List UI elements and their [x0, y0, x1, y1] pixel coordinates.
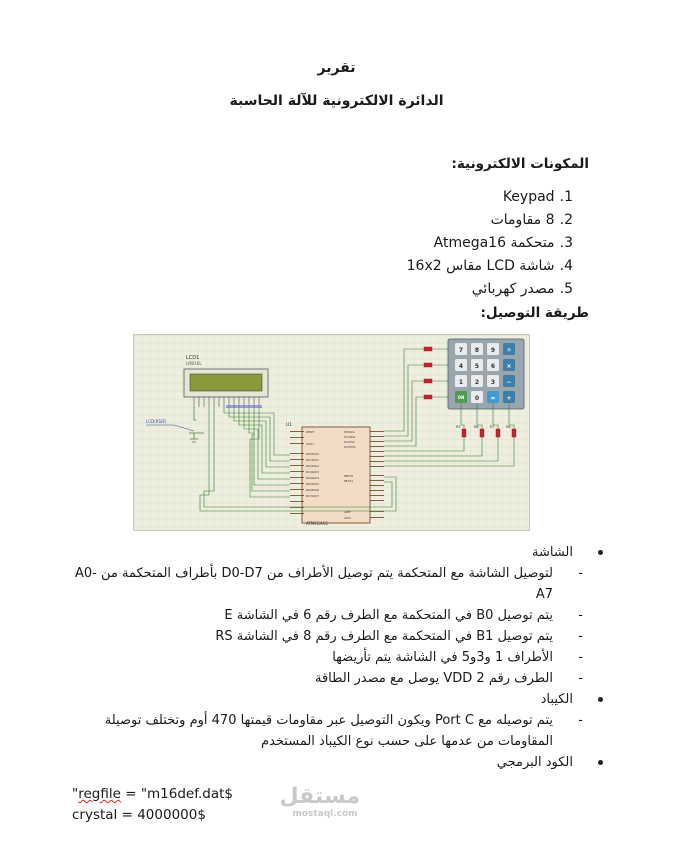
list-item — [407, 278, 573, 301]
svg-text:PA2/ADC2: PA2/ADC2 — [306, 465, 319, 468]
svg-text:PA0/ADC0: PA0/ADC0 — [306, 453, 319, 456]
list-number: 1. — [559, 189, 573, 205]
components-heading: المكونات الالكترونية: — [451, 156, 589, 172]
key-label: 4 — [458, 363, 464, 370]
list-item: - يتم توصيل B1 في المتحكمة مع الطرف رقم 8 في الشاشة RS — [215, 629, 583, 644]
svg-text:PC2/TCK: PC2/TCK — [344, 441, 355, 444]
key-label: 2 — [474, 379, 480, 386]
key-label: = — [490, 395, 496, 402]
lcd-label: LCD1 — [186, 355, 200, 361]
svg-text:PC0/SCL: PC0/SCL — [344, 431, 355, 434]
list-text: Keypad — [502, 189, 555, 205]
notes-section — [70, 542, 583, 773]
svg-text:PA6/ADC6: PA6/ADC6 — [306, 489, 319, 492]
svg-text:RESET: RESET — [306, 431, 315, 434]
key-label: 9 — [490, 347, 496, 354]
svg-text:PC3/TMS: PC3/TMS — [344, 446, 356, 449]
spellcheck-word: regfile — [78, 786, 121, 802]
key-label: × — [506, 363, 512, 370]
list-item: - يتم توصيله مع Port C ويكون التوصيل عبر مقاومات قيمتها 470 أوم وتختلف توصيلة المقاومات من عدمها على حسب نوع الكيباد المستخدم — [104, 713, 583, 749]
key-label: + — [506, 395, 512, 402]
wiring-heading: طريقة التوصيل: — [480, 305, 589, 321]
report-subtitle: الدائرة الالكترونية للآلة الحاسبة — [229, 93, 444, 109]
resistor-label: R7 — [490, 425, 495, 429]
bullet-keypad: الكيباد — [70, 689, 573, 710]
svg-text:PA3/ADC3: PA3/ADC3 — [306, 471, 319, 474]
svg-text:PB0/T0: PB0/T0 — [344, 475, 354, 478]
lcd-screen — [190, 374, 262, 391]
key-label: 3 — [490, 379, 496, 386]
list-item — [407, 232, 573, 255]
svg-text:PA7/ADC7: PA7/ADC7 — [306, 495, 319, 498]
keypad-component — [448, 339, 524, 409]
key-label: 5 — [474, 363, 480, 370]
code-block — [72, 784, 233, 826]
svg-text:PC1/SDA: PC1/SDA — [344, 436, 356, 439]
key-label: 8 — [474, 347, 480, 354]
key-label: 6 — [490, 363, 496, 370]
list-text: مصدر كهربائي — [471, 281, 555, 297]
list-item — [407, 255, 573, 278]
key-label: 0 — [474, 395, 480, 402]
svg-text:AREF: AREF — [344, 511, 351, 514]
list-item: - لتوصيل الشاشة مع المتحكمة يتم توصيل الأطراف من D0-D7 بأطراف المتحكمة من A0-A7 — [74, 566, 583, 602]
list-item: - الطرف رقم 2 VDD يوصل مع مصدر الطاقة — [315, 671, 583, 686]
list-number: 5. — [559, 281, 573, 297]
circuit-diagram — [133, 334, 530, 531]
svg-text:XTAL1: XTAL1 — [306, 443, 314, 446]
watermark-arabic: مستقل — [279, 784, 360, 809]
key-label: 7 — [458, 347, 464, 354]
code-line-2: crystal = 4000000$ — [72, 807, 206, 823]
watermark-english: mostaql.com — [292, 809, 358, 819]
list-number: 2. — [559, 212, 573, 228]
list-item: - يتم توصيل B0 في المتحكمة مع الطرف رقم 6 في الشاشة E — [224, 608, 583, 623]
bullet-screen: الشاشة — [70, 542, 573, 563]
key-label: ON — [457, 395, 465, 400]
watermark-logo — [279, 784, 360, 819]
list-item — [407, 209, 573, 232]
resistor-label: R8 — [506, 425, 511, 429]
code-line-1: "regfile = "m16def.dat$ — [72, 786, 234, 802]
key-label: − — [506, 379, 512, 386]
list-text: شاشة LCD مقاس 16x2 — [406, 258, 555, 274]
list-number: 3. — [559, 235, 573, 251]
bullet-code: الكود البرمجي — [70, 752, 573, 773]
components-list — [407, 186, 573, 301]
report-title: تقرير — [317, 60, 356, 76]
svg-text:PB1/T1: PB1/T1 — [344, 480, 354, 483]
circuit-svg — [134, 335, 529, 530]
list-item: - الأطراف 1 و3و5 في الشاشة يتم تأريضها — [332, 650, 583, 665]
resistor-label: R6 — [474, 425, 479, 429]
list-number: 4. — [559, 258, 573, 274]
svg-text:PA1/ADC1: PA1/ADC1 — [306, 459, 319, 462]
svg-text:AVCC: AVCC — [344, 517, 352, 520]
mcu-model: ATMEGA16 — [306, 521, 328, 526]
list-text: متحكمة Atmega16 — [433, 235, 555, 251]
lcd-model: LM016L — [186, 361, 202, 366]
svg-text:PA5/ADC5: PA5/ADC5 — [306, 483, 319, 486]
key-label: ÷ — [506, 347, 512, 354]
input-label: LCD(RS/E) — [146, 419, 167, 424]
mcu-label: U1 — [286, 423, 293, 428]
list-text: 8 مقاومات — [490, 212, 555, 228]
resistor-label: R5 — [456, 425, 461, 429]
key-label: 1 — [458, 379, 464, 386]
svg-text:PA4/ADC4: PA4/ADC4 — [306, 477, 319, 480]
list-item — [407, 186, 573, 209]
